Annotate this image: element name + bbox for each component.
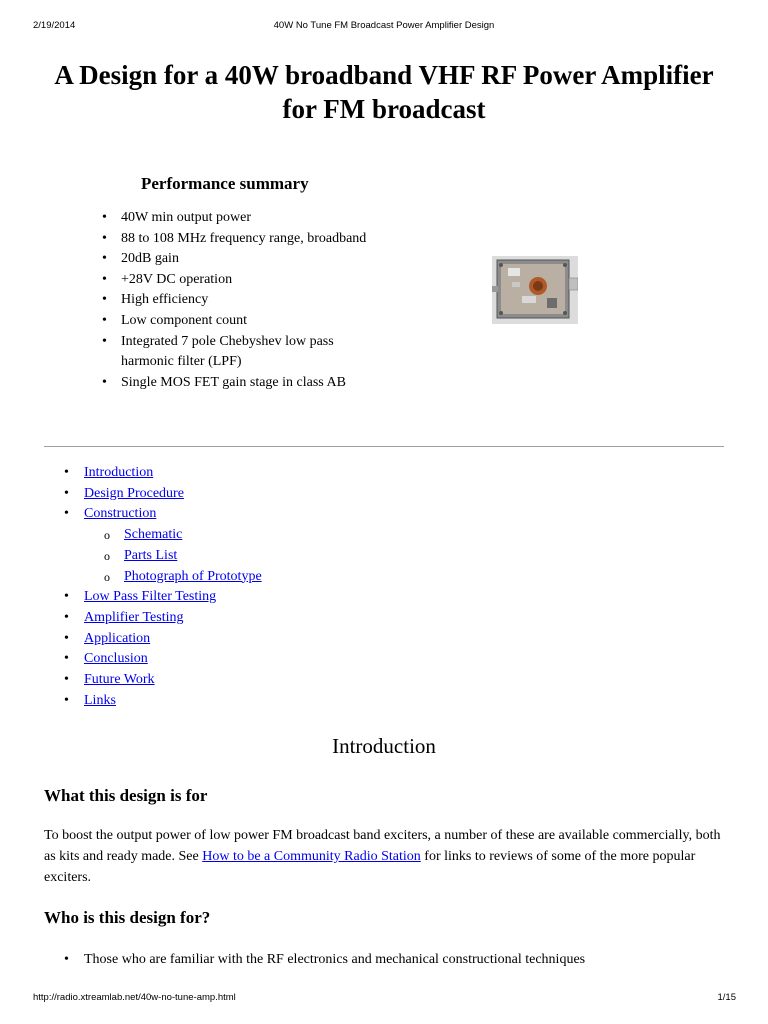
toc-item: [44, 587, 724, 608]
intro-text-before: To boost the output power of low power FM broadcast band exciters, a number of these are available commercially, both as kits and ready made. See: [44, 828, 721, 864]
toc-link-future-work[interactable]: Future Work: [84, 672, 155, 688]
toc-link-conclusion[interactable]: Conclusion: [84, 651, 148, 667]
toc-link-photograph[interactable]: Photograph of Prototype: [124, 568, 262, 584]
toc-item: [44, 629, 724, 650]
table-of-contents: [44, 463, 724, 711]
performance-item: • 20dB gain: [82, 249, 372, 270]
page-content: [44, 58, 724, 967]
print-page-number: 1/15: [717, 992, 736, 1003]
introduction-heading: Introduction: [332, 734, 436, 758]
print-url: http://radio.xtreamlab.net/40w-no-tune-amp.html: [33, 992, 236, 1003]
toc-link-amplifier-testing[interactable]: Amplifier Testing: [84, 609, 184, 625]
toc-link-schematic[interactable]: Schematic: [124, 527, 183, 543]
toc-item: [44, 504, 724, 587]
toc-link-links[interactable]: Links: [84, 692, 116, 708]
section-divider: [44, 446, 724, 447]
who-list: [44, 952, 724, 968]
toc-item: [44, 484, 724, 505]
toc-subitem: [84, 567, 724, 588]
intro-paragraph: [44, 825, 724, 888]
toc-link-application[interactable]: Application: [84, 630, 151, 646]
performance-heading: Performance summary: [141, 174, 309, 193]
toc-link-parts-list[interactable]: Parts List: [124, 547, 178, 563]
performance-list: [82, 208, 372, 393]
intro-text-after: for links to reviews of some of the more popular exciters.: [44, 849, 696, 885]
what-design-heading: What this design is for: [44, 786, 208, 805]
print-header: [0, 0, 768, 52]
print-title: 40W No Tune FM Broadcast Power Amplifier Design: [273, 20, 495, 31]
toc-item: [44, 463, 724, 484]
performance-item: • 88 to 108 MHz frequency range, broadband: [82, 229, 372, 250]
performance-item: • Integrated 7 pole Chebyshev low pass harmonic filter (LPF): [82, 332, 372, 373]
toc-item: [44, 691, 724, 712]
page-title: A Design for a 40W broadband VHF RF Power Amplifier for FM broadcast: [54, 60, 714, 124]
performance-item: • 40W min output power: [82, 208, 372, 229]
performance-item: • Low component count: [82, 311, 372, 332]
print-footer: [0, 992, 768, 1012]
toc-link-introduction[interactable]: Introduction: [84, 465, 154, 480]
who-design-heading: Who is this design for?: [44, 908, 211, 927]
who-item: • Those who are familiar with the RF electronics and mechanical constructional techniques: [44, 952, 724, 968]
performance-item: • High efficiency: [82, 290, 372, 311]
performance-item: • +28V DC operation: [82, 270, 372, 291]
toc-subitem: [84, 546, 724, 567]
toc-item: [44, 670, 724, 691]
amplifier-photo: [492, 256, 578, 324]
toc-item: [44, 649, 724, 670]
toc-link-construction[interactable]: Construction: [84, 506, 157, 522]
toc-subitem: [84, 525, 724, 546]
print-date: 2/19/2014: [33, 20, 76, 31]
toc-link-design-procedure[interactable]: Design Procedure: [84, 485, 184, 501]
amplifier-photo-image: [492, 256, 578, 324]
community-radio-link[interactable]: How to be a Community Radio Station: [202, 849, 421, 864]
performance-item: • Single MOS FET gain stage in class AB: [82, 373, 372, 394]
performance-section: [44, 174, 724, 436]
toc-item: [44, 608, 724, 629]
toc-link-lpf-testing[interactable]: Low Pass Filter Testing: [84, 589, 217, 605]
